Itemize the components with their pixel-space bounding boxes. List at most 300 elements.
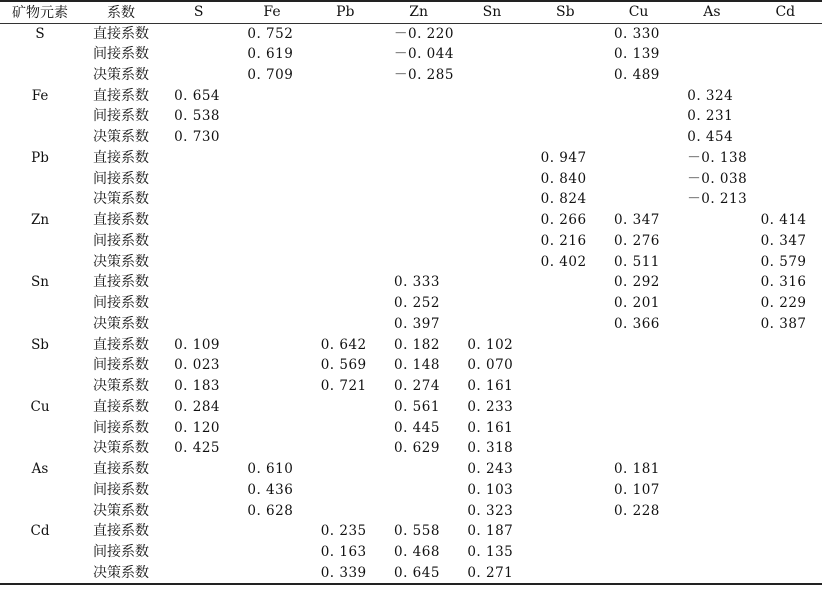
value-cell (675, 251, 748, 272)
value-cell (235, 106, 308, 127)
element-cell (0, 376, 80, 397)
coefficient-type-cell: 直接系数 (93, 523, 150, 540)
value-cell (529, 438, 602, 459)
value-cell (455, 23, 528, 44)
table-row (0, 314, 822, 335)
value-cell (309, 44, 382, 65)
value-cell: 0. 339 (309, 563, 382, 584)
value-cell (529, 127, 602, 148)
element-cell (0, 355, 80, 376)
value-cell: 0. 274 (394, 378, 440, 395)
value-cell (749, 44, 822, 65)
value-cell: 0. 120 (174, 419, 221, 436)
element-cell (0, 563, 80, 584)
value-cell (529, 293, 602, 314)
element-cell (0, 438, 80, 459)
value-cell (309, 438, 382, 459)
value-cell (309, 397, 382, 418)
value-cell (602, 148, 675, 169)
column-header: Sb (529, 1, 602, 23)
value-cell (309, 23, 382, 44)
element-cell: Cu (30, 398, 50, 415)
coefficient-type-cell: 直接系数 (93, 87, 150, 104)
value-cell (309, 231, 382, 252)
value-cell (602, 355, 675, 376)
element-cell (0, 106, 80, 127)
value-cell (382, 127, 455, 148)
value-cell (749, 23, 822, 44)
element-cell (0, 542, 80, 563)
value-cell (529, 480, 602, 501)
value-cell (455, 231, 528, 252)
value-cell: 0. 161 (467, 419, 514, 436)
value-cell (382, 231, 455, 252)
value-cell (455, 189, 528, 210)
value-cell (235, 85, 308, 106)
value-cell: －0. 220 (394, 25, 454, 42)
value-cell (309, 417, 382, 438)
value-cell (382, 251, 455, 272)
table-row (0, 210, 822, 231)
value-cell (529, 314, 602, 335)
value-cell (529, 459, 602, 480)
coefficient-type-cell: 决策系数 (80, 563, 162, 584)
table-row (0, 127, 822, 148)
value-cell (235, 168, 308, 189)
value-cell (749, 189, 822, 210)
value-cell (529, 65, 602, 86)
element-cell: Sn (31, 274, 49, 291)
coefficient-type-cell: 直接系数 (93, 212, 150, 229)
value-cell (309, 480, 382, 501)
value-cell: 0. 538 (174, 108, 221, 125)
value-cell (382, 459, 455, 480)
value-cell: 0. 181 (613, 461, 660, 478)
value-cell: 0. 201 (613, 295, 660, 312)
value-cell (235, 334, 308, 355)
coefficient-type-cell: 决策系数 (93, 315, 150, 332)
table-row (0, 438, 822, 459)
value-cell (749, 334, 822, 355)
coefficient-type-cell: 间接系数 (93, 419, 150, 436)
table-row (0, 272, 822, 293)
value-cell: 0. 276 (613, 232, 660, 249)
coefficient-type-cell: 直接系数 (93, 398, 150, 415)
value-cell: 0. 489 (613, 66, 660, 83)
element-cell: S (35, 25, 45, 42)
coefficient-type-cell: 直接系数 (93, 461, 150, 478)
value-cell (309, 189, 382, 210)
element-cell: As (31, 461, 49, 478)
table-body (0, 23, 822, 584)
value-cell (602, 168, 675, 189)
value-cell (675, 563, 748, 584)
value-cell (235, 148, 308, 169)
value-cell: 0. 610 (247, 461, 294, 478)
value-cell: 0. 023 (174, 357, 221, 374)
value-cell: 0. 135 (467, 544, 514, 561)
value-cell: 0. 414 (760, 212, 807, 229)
value-cell (162, 168, 235, 189)
value-cell (529, 44, 602, 65)
value-cell (749, 168, 822, 189)
value-cell (235, 210, 308, 231)
value-cell (529, 521, 602, 542)
table-row (0, 500, 822, 521)
element-cell (0, 251, 80, 272)
element-cell: Fe (31, 87, 49, 104)
coefficient-type-cell: 决策系数 (93, 129, 150, 146)
value-cell: 0. 228 (613, 502, 660, 519)
value-cell (602, 438, 675, 459)
value-cell (455, 106, 528, 127)
table-row (0, 355, 822, 376)
coefficient-type-cell: 间接系数 (93, 46, 150, 63)
value-cell (455, 65, 528, 86)
value-cell (602, 521, 675, 542)
value-cell: 0. 216 (540, 232, 587, 249)
value-cell (235, 231, 308, 252)
value-cell: 0. 148 (394, 357, 440, 374)
value-cell (602, 189, 675, 210)
value-cell (235, 521, 308, 542)
value-cell (235, 417, 308, 438)
value-cell (455, 148, 528, 169)
value-cell (309, 251, 382, 272)
value-cell (529, 542, 602, 563)
value-cell: 0. 266 (540, 212, 587, 229)
value-cell (382, 106, 455, 127)
value-cell (675, 334, 748, 355)
table-row (0, 480, 822, 501)
table-row (0, 231, 822, 252)
value-cell (675, 521, 748, 542)
coefficient-type-cell: 直接系数 (93, 274, 150, 291)
value-cell: －0. 038 (687, 170, 748, 187)
value-cell (749, 65, 822, 86)
value-cell (529, 355, 602, 376)
value-cell (529, 272, 602, 293)
table-header (0, 1, 822, 23)
value-cell (749, 459, 822, 480)
value-cell (675, 438, 748, 459)
value-cell (455, 85, 528, 106)
coefficient-type-cell: 决策系数 (93, 66, 150, 83)
value-cell (235, 438, 308, 459)
value-cell: 0. 468 (394, 544, 440, 561)
value-cell (309, 314, 382, 335)
value-cell (162, 65, 235, 86)
value-cell: 0. 330 (613, 25, 660, 42)
value-cell: 0. 642 (320, 336, 367, 353)
table-row (0, 85, 822, 106)
element-cell (0, 65, 80, 86)
value-cell (309, 85, 382, 106)
value-cell: 0. 316 (760, 274, 807, 291)
element-cell: Cd (30, 523, 50, 540)
value-cell (602, 542, 675, 563)
value-cell (235, 355, 308, 376)
value-cell (675, 44, 748, 65)
value-cell: 0. 619 (247, 46, 294, 63)
table-row (0, 148, 822, 169)
column-header: As (675, 1, 748, 23)
value-cell (749, 563, 822, 584)
coefficient-type-cell: 决策系数 (93, 440, 150, 457)
value-cell: 0. 752 (247, 25, 294, 42)
value-cell (162, 459, 235, 480)
value-cell (235, 397, 308, 418)
value-cell (455, 251, 528, 272)
value-cell: 0. 947 (540, 149, 587, 166)
table-row (0, 334, 822, 355)
value-cell (749, 127, 822, 148)
element-cell (0, 231, 80, 252)
table-row (0, 459, 822, 480)
value-cell (235, 189, 308, 210)
value-cell (602, 106, 675, 127)
value-cell: 0. 318 (467, 440, 514, 457)
value-cell (675, 210, 748, 231)
table-row (0, 417, 822, 438)
value-cell: －0. 138 (687, 149, 748, 166)
value-cell (675, 542, 748, 563)
value-cell (749, 417, 822, 438)
value-cell (529, 85, 602, 106)
header-row (0, 1, 822, 23)
value-cell (309, 272, 382, 293)
value-cell (749, 480, 822, 501)
value-cell (749, 397, 822, 418)
value-cell: 0. 402 (540, 253, 587, 270)
value-cell: 0. 629 (394, 440, 440, 457)
value-cell: 0. 709 (247, 66, 294, 83)
value-cell (749, 376, 822, 397)
value-cell (529, 397, 602, 418)
value-cell (235, 563, 308, 584)
value-cell (529, 106, 602, 127)
value-cell (749, 500, 822, 521)
value-cell: 0. 252 (394, 295, 440, 312)
value-cell: 0. 436 (247, 481, 294, 498)
value-cell (749, 85, 822, 106)
value-cell (675, 293, 748, 314)
value-cell (675, 23, 748, 44)
value-cell (235, 272, 308, 293)
value-cell: 0. 229 (760, 295, 807, 312)
value-cell (455, 272, 528, 293)
value-cell (455, 314, 528, 335)
coefficient-type-cell: 决策系数 (93, 502, 150, 519)
value-cell (162, 480, 235, 501)
value-cell (455, 127, 528, 148)
value-cell (675, 314, 748, 335)
coefficient-type-cell: 间接系数 (93, 108, 150, 125)
value-cell: 0. 347 (760, 232, 807, 249)
value-cell (602, 127, 675, 148)
value-cell (162, 210, 235, 231)
value-cell (162, 148, 235, 169)
value-cell (602, 85, 675, 106)
value-cell (382, 148, 455, 169)
value-cell: 0. 183 (174, 378, 221, 395)
table-row (0, 521, 822, 542)
value-cell (749, 355, 822, 376)
value-cell: 0. 366 (613, 315, 660, 332)
column-header: S (162, 1, 235, 23)
value-cell: 0. 454 (687, 129, 734, 146)
value-cell: 0. 109 (174, 336, 221, 353)
table-row (0, 563, 822, 584)
value-cell: 0. 628 (247, 502, 294, 519)
value-cell (749, 521, 822, 542)
value-cell (602, 334, 675, 355)
value-cell (162, 542, 235, 563)
value-cell (382, 189, 455, 210)
value-cell: 0. 182 (394, 336, 440, 353)
coefficient-type-cell: 间接系数 (93, 232, 150, 249)
value-cell (749, 438, 822, 459)
value-cell (529, 500, 602, 521)
value-cell: 0. 323 (467, 502, 514, 519)
table-row (0, 251, 822, 272)
value-cell: 0. 161 (467, 378, 514, 395)
value-cell (675, 397, 748, 418)
value-cell: 0. 102 (467, 336, 514, 353)
value-cell: 0. 324 (687, 87, 734, 104)
value-cell (382, 480, 455, 501)
value-cell (162, 521, 235, 542)
table-row (0, 397, 822, 418)
value-cell (529, 417, 602, 438)
value-cell (602, 563, 675, 584)
value-cell (602, 417, 675, 438)
element-cell: Sb (31, 336, 49, 353)
value-cell (455, 44, 528, 65)
value-cell: 0. 243 (467, 461, 514, 478)
value-cell (309, 293, 382, 314)
value-cell: 0. 387 (760, 315, 807, 332)
value-cell: 0. 824 (540, 191, 587, 208)
table-row (0, 65, 822, 86)
value-cell (455, 210, 528, 231)
column-header: 矿物元素 (0, 1, 80, 23)
element-cell (0, 500, 80, 521)
value-cell (675, 65, 748, 86)
value-cell (749, 106, 822, 127)
value-cell (382, 210, 455, 231)
coefficient-type-cell: 决策系数 (93, 378, 150, 395)
table-row (0, 542, 822, 563)
element-cell (0, 480, 80, 501)
value-cell (235, 293, 308, 314)
value-cell (309, 459, 382, 480)
value-cell: 0. 103 (467, 481, 514, 498)
value-cell (235, 376, 308, 397)
coefficient-type-cell: 间接系数 (93, 481, 150, 498)
value-cell: 0. 730 (174, 129, 221, 146)
value-cell: －0. 213 (687, 191, 748, 208)
value-cell: 0. 187 (467, 523, 514, 540)
value-cell (162, 293, 235, 314)
value-cell: 0. 840 (540, 170, 587, 187)
value-cell (235, 314, 308, 335)
value-cell (382, 168, 455, 189)
value-cell (235, 542, 308, 563)
element-cell (0, 293, 80, 314)
value-cell (309, 210, 382, 231)
value-cell (675, 480, 748, 501)
value-cell (675, 355, 748, 376)
value-cell (309, 65, 382, 86)
element-cell: Pb (31, 149, 49, 166)
coefficient-type-cell: 间接系数 (93, 295, 150, 312)
value-cell (162, 44, 235, 65)
column-header: Pb (309, 1, 382, 23)
value-cell: 0. 139 (613, 46, 660, 63)
value-cell (162, 189, 235, 210)
value-cell (529, 376, 602, 397)
value-cell (162, 314, 235, 335)
value-cell: 0. 721 (320, 378, 367, 395)
value-cell (309, 168, 382, 189)
value-cell: 0. 425 (174, 440, 221, 457)
value-cell (602, 376, 675, 397)
value-cell: 0. 445 (394, 419, 440, 436)
element-cell (0, 314, 80, 335)
value-cell (162, 563, 235, 584)
value-cell: 0. 163 (320, 544, 367, 561)
value-cell (235, 251, 308, 272)
coefficient-type-cell: 间接系数 (93, 357, 150, 374)
value-cell (675, 459, 748, 480)
value-cell (675, 500, 748, 521)
table-row (0, 168, 822, 189)
value-cell (675, 417, 748, 438)
coefficient-type-cell: 直接系数 (93, 25, 150, 42)
value-cell (382, 500, 455, 521)
element-cell: Zn (30, 212, 50, 229)
value-cell (602, 397, 675, 418)
value-cell (455, 168, 528, 189)
value-cell (529, 563, 602, 584)
value-cell (309, 500, 382, 521)
value-cell (529, 334, 602, 355)
column-header: Zn (382, 1, 455, 23)
column-header: 系数 (80, 1, 162, 23)
value-cell: 0. 569 (320, 357, 367, 374)
value-cell (675, 231, 748, 252)
value-cell: 0. 397 (394, 315, 440, 332)
value-cell: 0. 579 (760, 253, 807, 270)
element-cell (0, 168, 80, 189)
value-cell: 0. 347 (613, 212, 660, 229)
column-header: Fe (235, 1, 308, 23)
element-cell (0, 44, 80, 65)
value-cell (162, 23, 235, 44)
value-cell (162, 272, 235, 293)
value-cell: 0. 271 (455, 563, 528, 584)
value-cell (382, 85, 455, 106)
value-cell: 0. 231 (687, 108, 734, 125)
value-cell (235, 127, 308, 148)
value-cell (309, 127, 382, 148)
element-cell (0, 417, 80, 438)
value-cell (309, 106, 382, 127)
column-header: Cd (749, 1, 822, 23)
value-cell: 0. 233 (467, 398, 514, 415)
value-cell: 0. 511 (613, 253, 660, 270)
